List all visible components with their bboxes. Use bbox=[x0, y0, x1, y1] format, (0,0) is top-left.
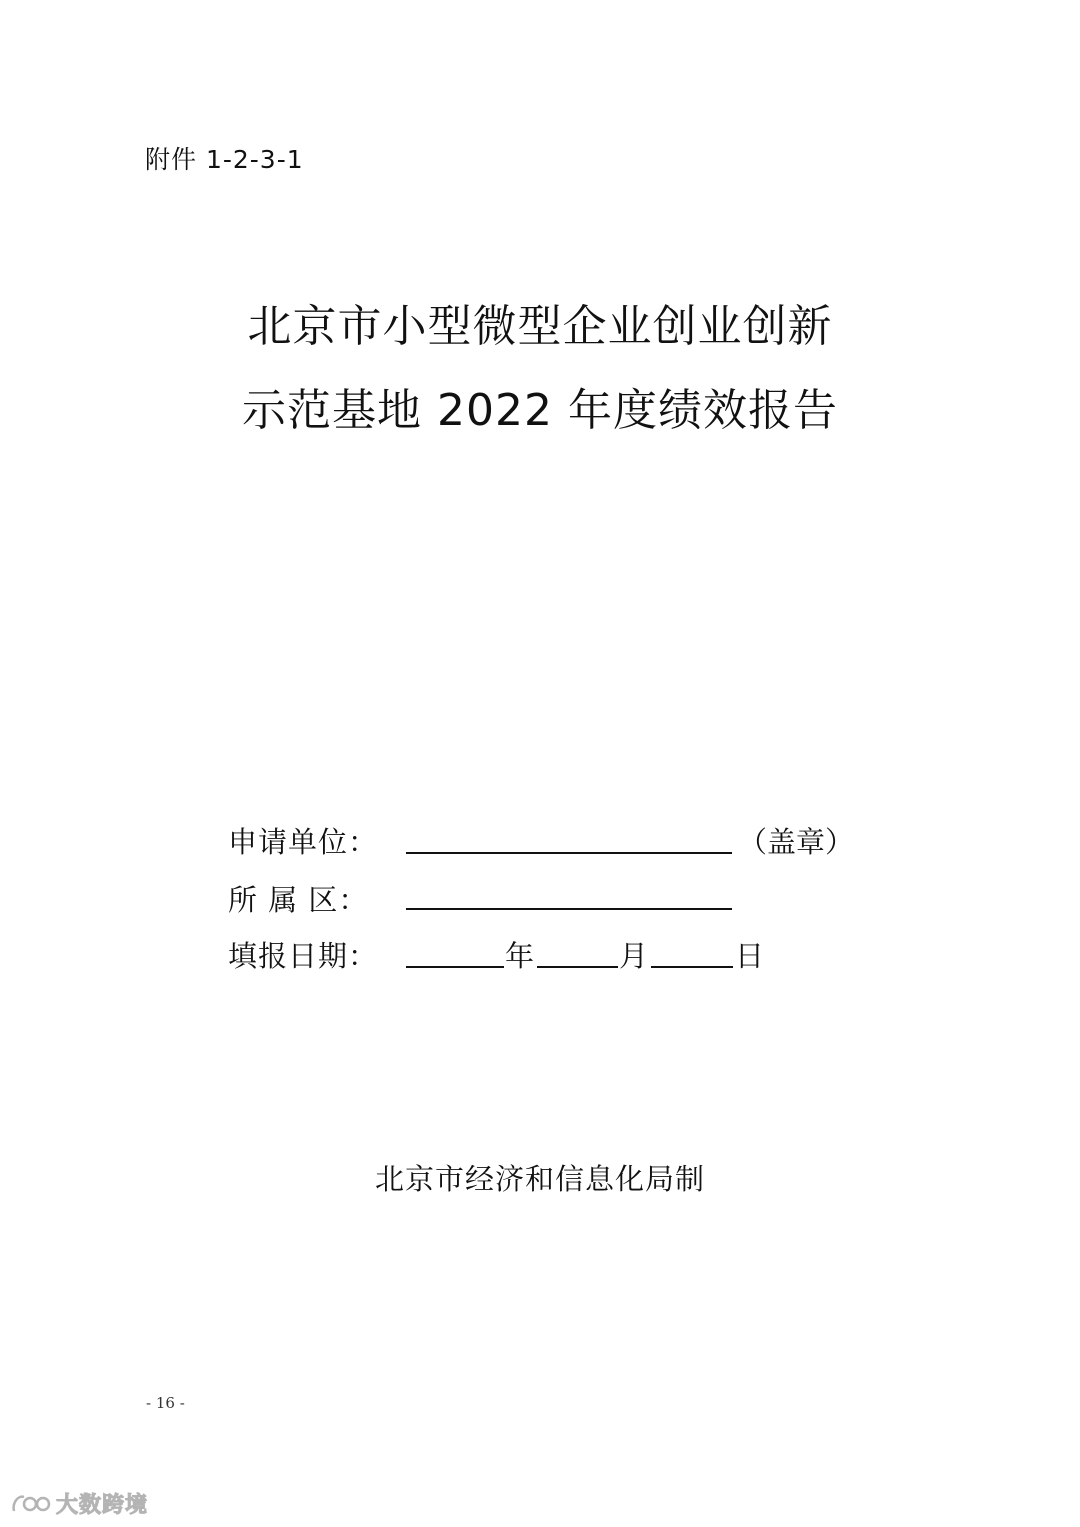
district-blank-line bbox=[406, 908, 732, 910]
document-title-line-2: 示范基地 2022 年度绩效报告 bbox=[242, 385, 838, 436]
attachment-label: 附件 1-2-3-1 bbox=[145, 145, 304, 174]
year-unit: 年 bbox=[505, 939, 535, 973]
watermark-text: 大数跨境 bbox=[56, 1493, 149, 1518]
day-blank-line bbox=[651, 966, 733, 968]
month-unit: 月 bbox=[619, 939, 649, 973]
month-blank-line bbox=[537, 966, 618, 968]
applicant-blank-line bbox=[406, 852, 732, 854]
applicant-label: 申请单位： bbox=[228, 825, 379, 859]
district-label: 所 属 区： bbox=[228, 883, 369, 917]
date-label: 填报日期： bbox=[228, 939, 379, 973]
brand-logo-icon bbox=[10, 1491, 52, 1517]
watermark bbox=[10, 1488, 148, 1519]
seal-note: （盖章） bbox=[738, 825, 855, 859]
year-blank-line bbox=[406, 966, 504, 968]
day-unit: 日 bbox=[735, 939, 765, 973]
document-title-line-1: 北京市小型微型企业创业创新 bbox=[247, 301, 833, 352]
page-number: - 16 - bbox=[146, 1394, 185, 1412]
issuer-line: 北京市经济和信息化局制 bbox=[374, 1162, 705, 1196]
